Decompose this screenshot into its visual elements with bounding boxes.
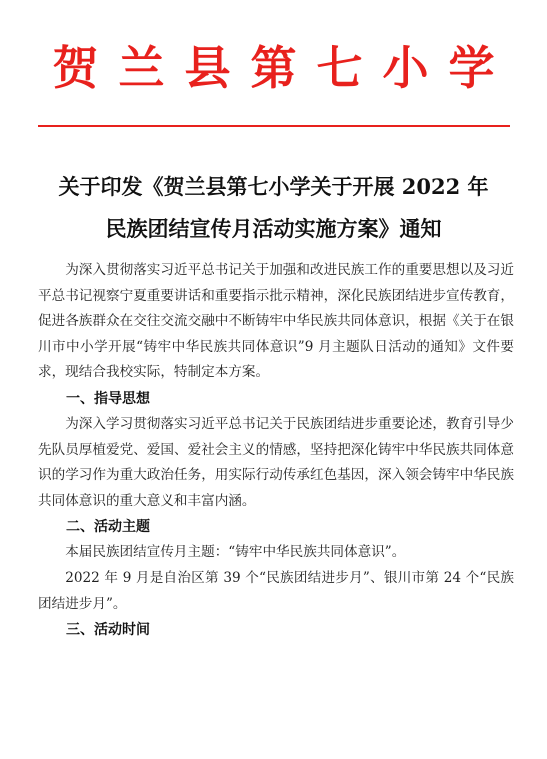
guiding-ideology-paragraph: 为深入学习贯彻落实习近平总书记关于民族团结进步重要论述，教育引导少先队员厚植爱党、爱国、爱社会主义的情感，坚持把深化铸牢中华民族共同体意识的学习作为重大政治任务，用实际行动传承红色基因，深入领会铸牢中华民族共同体意识的重大意义和丰富内涵。 xyxy=(38,415,514,509)
intro-paragraph: 为深入贯彻落实习近平总书记关于加强和改进民族工作的重要思想以及习近平总书记视察宁夏重要讲话和重要指示批示精神，深化民族团结进步宣传教育，促进各族群众在交往交流交融中不断铸牢中华民族共同体意识，根据《关于在银川市中小学开展“铸牢中华民族共同体意识”9 月主题队日活动的通知》文件要求，现结合我校实际，特制定本方案。 xyxy=(38,262,514,381)
header-divider xyxy=(38,125,510,127)
document-title xyxy=(28,166,519,250)
title-line-2: 民族团结宣传月活动实施方案》通知 xyxy=(105,216,442,241)
document-body xyxy=(38,258,514,643)
title-line-1: 关于印发《贺兰县第七小学关于开展 2022 年 xyxy=(58,174,489,199)
activity-theme-paragraph: 本届民族团结宣传月主题：“铸牢中华民族共同体意识”。 xyxy=(65,544,406,561)
school-name-header: 贺兰县第七小学 xyxy=(52,41,515,95)
activity-month-paragraph: 2022 年 9 月是自治区第 39 个“民族团结进步月”、银川市第 24 个“民族团结进步月”。 xyxy=(38,569,514,612)
section-heading-activity-time: 三、活动时间 xyxy=(66,622,150,639)
section-heading-guiding-ideology: 一、指导思想 xyxy=(66,390,150,407)
section-heading-activity-theme: 二、活动主题 xyxy=(66,519,150,536)
